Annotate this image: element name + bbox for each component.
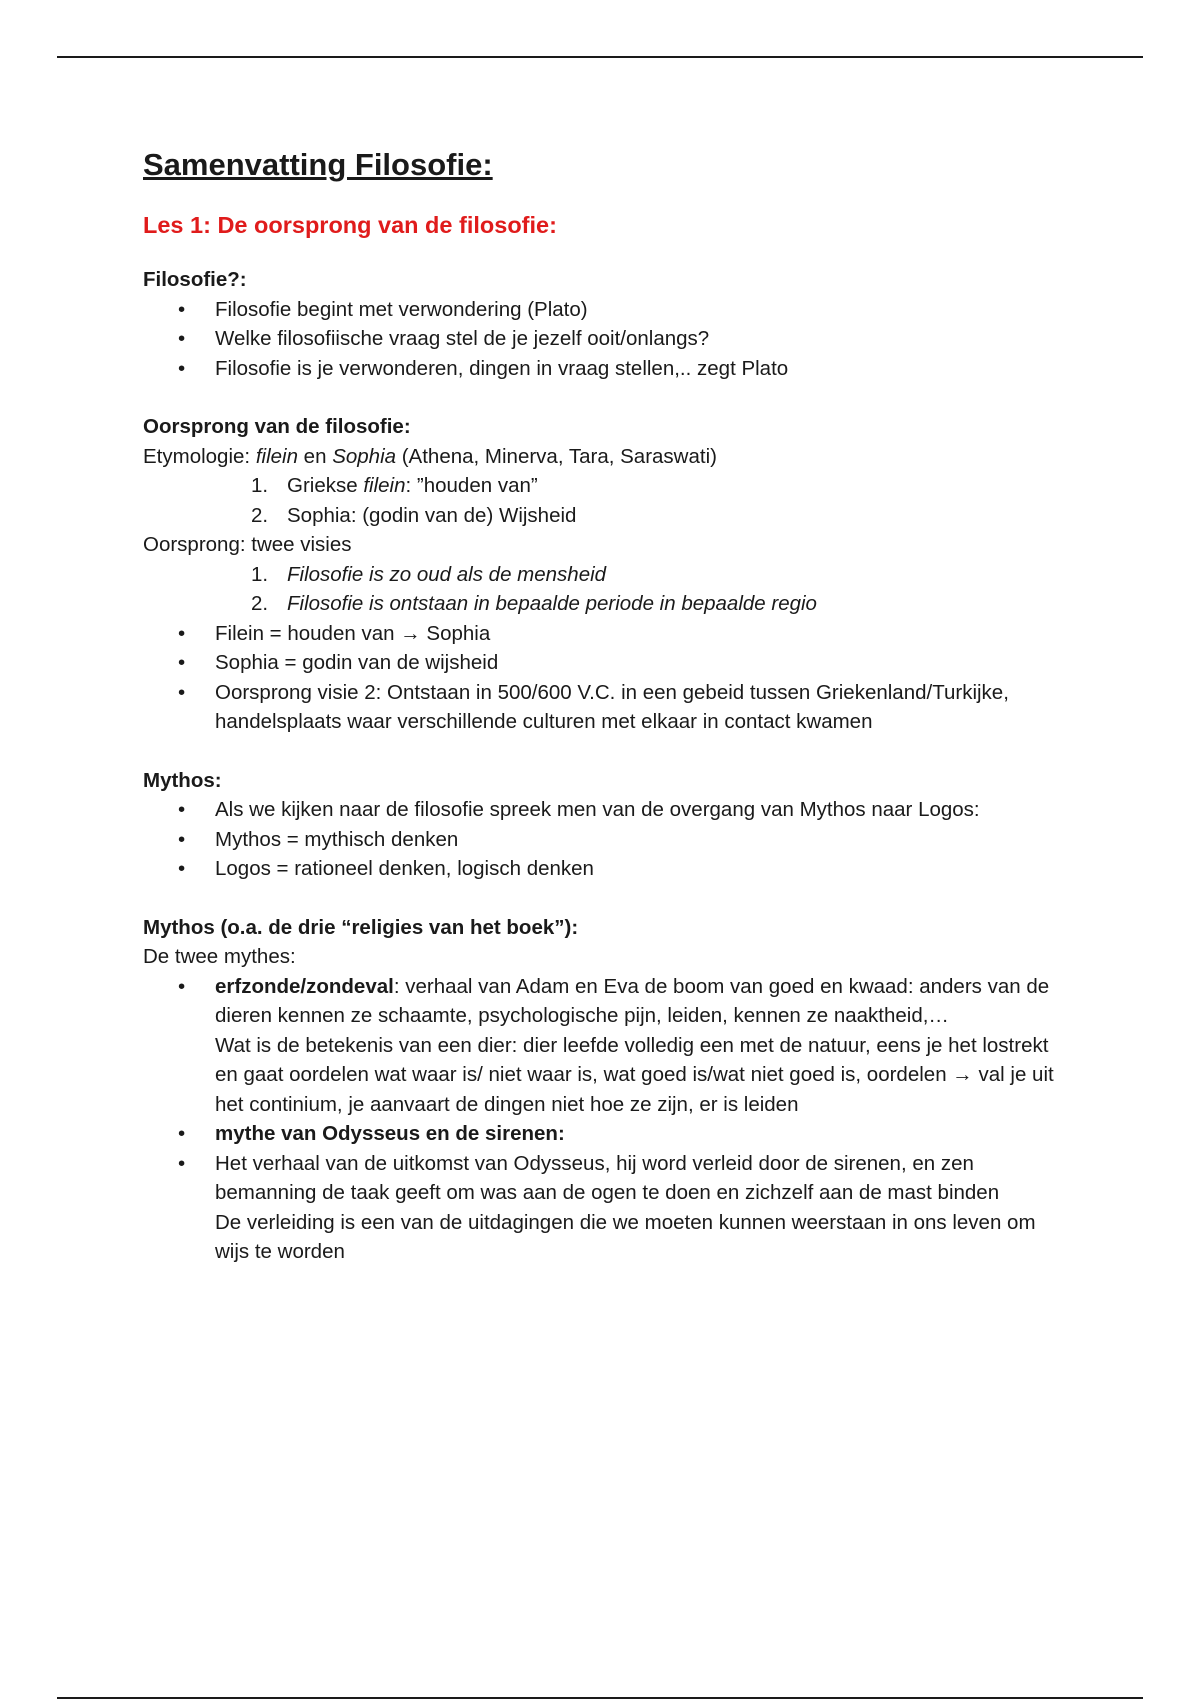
bullet-list	[143, 972, 1063, 1267]
list-item: • Filosofie begint met verwondering (Plato)	[143, 295, 1063, 325]
etymology-word: Sophia	[332, 444, 397, 468]
list-item	[143, 471, 1063, 501]
item-number: 2.	[251, 592, 269, 615]
list-item	[143, 560, 1063, 590]
item-text: Griekse	[287, 474, 364, 497]
list-item: • Logos = rationeel denken, logisch denken	[143, 854, 1063, 884]
section-heading: Mythos (o.a. de drie “religies van het boek”):	[143, 915, 579, 939]
item-text: Filosofie is zo oud als de mensheid	[287, 562, 607, 586]
list-item: • Mythos = mythisch denken	[143, 825, 1063, 855]
etymology-suffix: (Athena, Minerva, Tara, Saraswati)	[396, 444, 717, 468]
bullet-list	[143, 295, 1063, 384]
list-item: • Filein = houden van → Sophia	[143, 619, 1063, 649]
origin-label: Oorsprong: twee visies	[143, 533, 352, 556]
item-number: 1.	[251, 474, 269, 497]
etymology-line	[143, 442, 1063, 472]
section-oorsprong	[143, 412, 1063, 737]
list-item: • Filosofie is je verwonderen, dingen in vraag stellen,.. zegt Plato	[143, 354, 1063, 384]
item-text: Sophia: (godin van de) Wijsheid	[287, 503, 577, 527]
etymology-connector: en	[297, 444, 333, 468]
list-item	[143, 1149, 1063, 1267]
item-paragraph: Wat is de betekenis van een dier: dier leefde volledig een met de natuur, eens je het lostrekt en gaat oordelen wat waar is/ niet waar is, wat goed is/wat niet goed is, oordelen → val je uit het continium, je aanvaart de dingen niet hoe ze zijn, er is leiden	[215, 1033, 1054, 1116]
bottom-rule	[57, 1697, 1143, 1699]
item-term: mythe van Odysseus en de sirenen:	[215, 1122, 565, 1145]
document-title: Samenvatting Filosofie:	[143, 147, 493, 182]
bullet-list	[143, 619, 1063, 737]
section-religies	[143, 913, 1063, 1267]
list-item	[143, 589, 1063, 619]
bullet-list	[143, 795, 1063, 884]
section-heading: Filosofie?:	[143, 268, 247, 291]
list-item: • Oorsprong visie 2: Ontstaan in 500/600 V.C. in een gebeid tussen Griekenland/Turkijke, handelsplaats waar verschillende culturen met elkaar in contact kwamen	[143, 678, 1063, 737]
document-body	[143, 145, 1063, 1267]
item-text: Het verhaal van de uitkomst van Odysseus, hij word verleid door de sirenen, en zen bemanning de taak geeft om was aan de ogen te doen en zichzelf aan de mast binden	[215, 1151, 1000, 1204]
section-filosofie	[143, 265, 1063, 383]
item-number: 2.	[251, 503, 269, 527]
item-text: Filosofie is ontstaan in bepaalde periode in bepaalde regio	[287, 592, 817, 615]
lesson-title: Les 1: De oorsprong van de filosofie:	[143, 212, 557, 238]
section-heading: Oorsprong van de filosofie:	[143, 415, 411, 438]
list-item: • Sophia = godin van de wijsheid	[143, 648, 1063, 678]
list-item	[143, 1119, 1063, 1149]
etymology-word: filein	[255, 444, 298, 468]
item-term: erfzonde/zondeval	[215, 974, 394, 998]
top-rule	[57, 56, 1143, 58]
section-intro: De twee mythes:	[143, 945, 296, 968]
section-mythos	[143, 766, 1063, 884]
list-item: • Als we kijken naar de filosofie spreek men van de overgang van Mythos naar Logos:	[143, 795, 1063, 825]
list-item	[143, 972, 1063, 1120]
item-paragraph: De verleiding is een van de uitdagingen die we moeten kunnen weerstaan in ons leven om wijs te worden	[215, 1210, 1036, 1263]
item-text: : verhaal van Adam en Eva de boom van goed en kwaad: anders van de dieren kennen ze schaamte, psychologische pijn, leiden, kennen ze naaktheid,…	[215, 974, 1050, 1027]
item-text: : ”houden van”	[405, 474, 538, 497]
list-item	[143, 501, 1063, 531]
etymology-prefix: Etymologie:	[143, 444, 256, 468]
item-italic: filein	[363, 474, 406, 497]
item-number: 1.	[251, 562, 269, 586]
list-item: • Welke filosofiische vraag stel de je jezelf ooit/onlangs?	[143, 324, 1063, 354]
numbered-list	[143, 471, 1063, 530]
numbered-list	[143, 560, 1063, 619]
section-heading: Mythos:	[143, 768, 222, 792]
